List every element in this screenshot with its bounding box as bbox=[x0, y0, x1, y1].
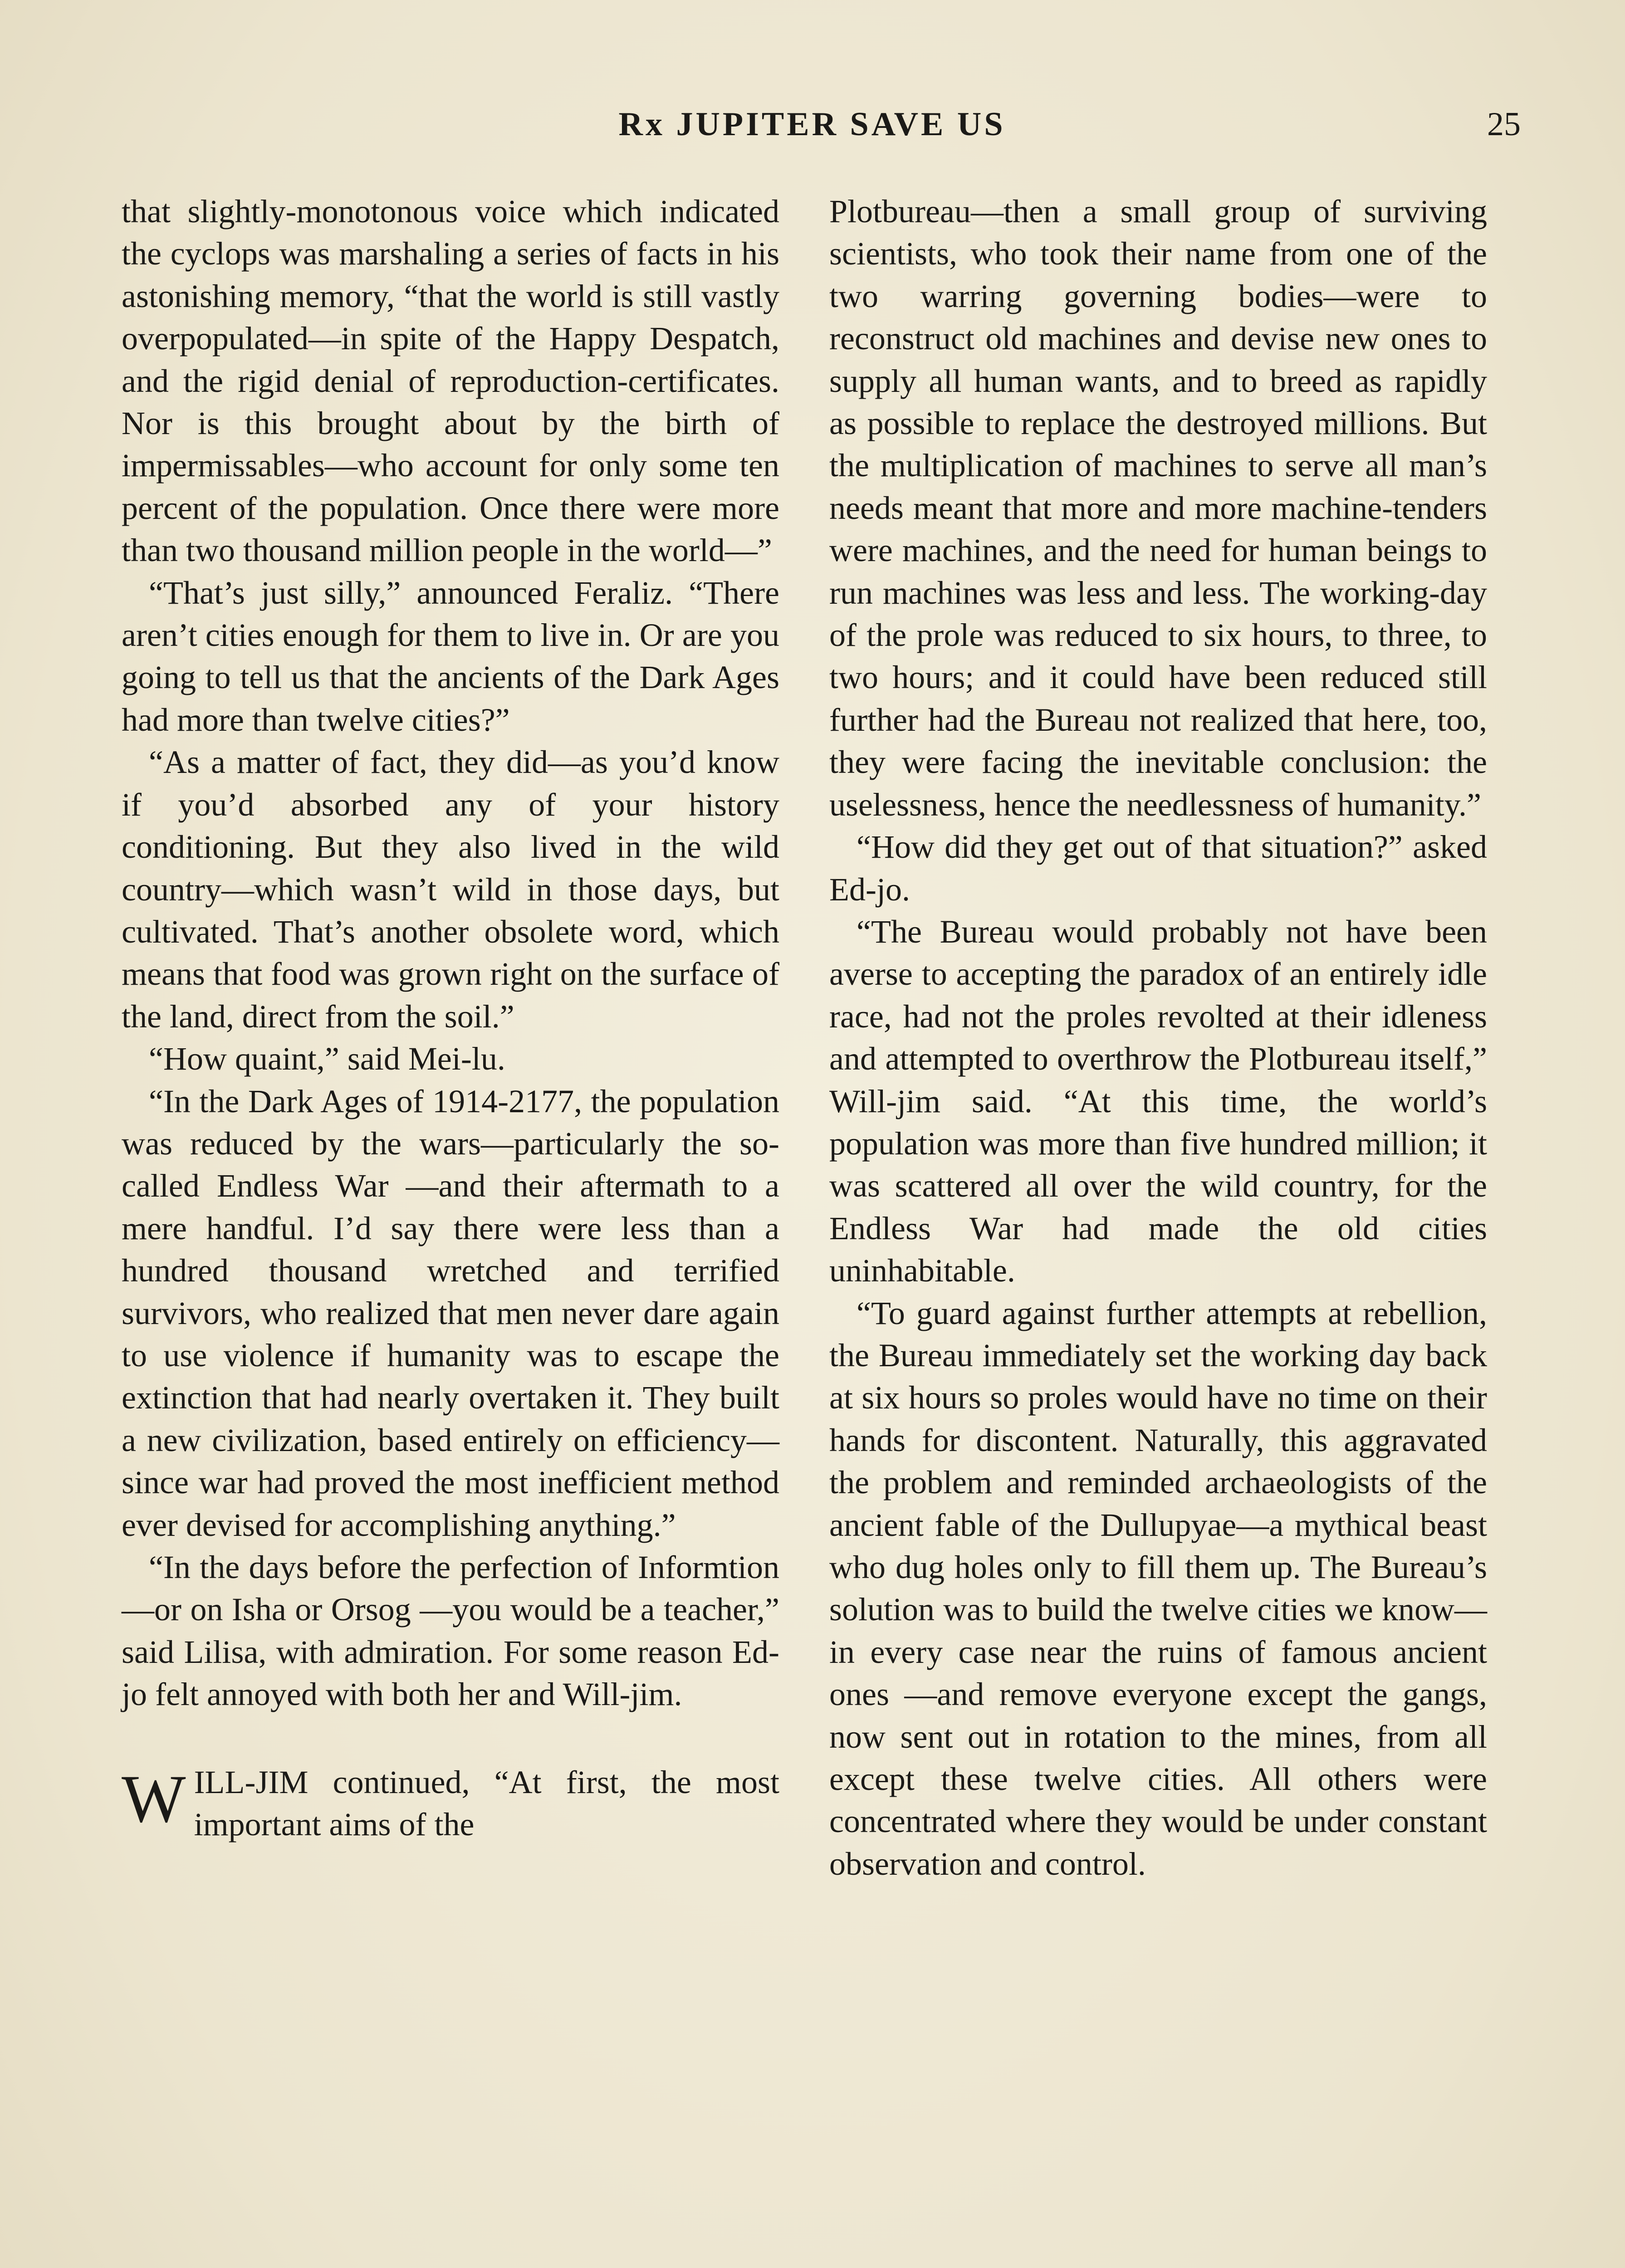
paragraph: “That’s just silly,” announced Feraliz. “There aren’t cities enough for them to live in. Or are you going to tell us that the ancients of the Dark Ages had more than twelve cities?” bbox=[122, 574, 779, 738]
running-head-title: Rx JUPITER SAVE US bbox=[618, 106, 1006, 143]
drop-cap: W bbox=[122, 1761, 186, 1837]
section-opening-text: ILL-JIM continued, “At first, the most important aims of the bbox=[194, 1764, 779, 1843]
page-number: 25 bbox=[1487, 106, 1521, 143]
paragraph: “The Bureau would probably not have been averse to accepting the paradox of an entirely idle race, had not the proles revolted at their idleness and attempted to overthrow the Plotbureau itself,” Will-jim said. “At this time, the world’s population was more than five hundred million; it was scattered all over the wild country, for the Endless War had made the old cities uninhabitable. bbox=[829, 913, 1487, 1289]
left-column bbox=[122, 191, 779, 1846]
paragraph: “In the days before the perfection of Informtion—or on Isha or Orsog —you would be a teacher,” said Lilisa, with admiration. For some reason Ed-jo felt annoyed with both her and Will-jim. bbox=[122, 1549, 779, 1713]
paragraph: Plotbureau—then a small group of surviving scientists, who took their name from one of the two warring governing bodies—were to reconstruct old machines and devise new ones to supply all human wants, and to breed as rapidly as possible to replace the destroyed millions. But the multiplication of machines to serve all man’s needs meant that more and more machine-tenders were machines, and the need for human beings to run machines was less and less. The working-day of the prole was reduced to six hours, to three, to two hours; and it could have been reduced still further had the Bureau not realized that here, too, they were facing the inevitable conclusion: the uselessness, hence the needlessness of humanity.” bbox=[829, 193, 1487, 823]
paragraph: “How did they get out of that situation?” asked Ed-jo. bbox=[829, 829, 1487, 908]
paragraph: “In the Dark Ages of 1914-2177, the population was reduced by the wars—particularly the so-called Endless War —and their aftermath to a mere handful. I’d say there were less than a hundred thousand wretched and terrified survivors, who realized that men never dare again to use violence if humanity was to escape the extinction that had nearly overtaken it. They built a new civilization, based entirely on efficiency—since war had proved the most inefficient method ever devised for accomplishing anything.” bbox=[122, 1083, 779, 1543]
paragraph: “As a matter of fact, they did—as you’d know if you’d absorbed any of your history conditioning. But they also lived in the wild country—which wasn’t wild in those days, but cultivated. That’s another obsolete word, which means that food was grown right on the surface of the land, direct from the soil.” bbox=[122, 744, 779, 1035]
paragraph: “How quaint,” said Mei-lu. bbox=[149, 1041, 505, 1077]
section-opening-paragraph bbox=[122, 1761, 779, 1846]
paragraph: that slightly-monotonous voice which indicated the cyclops was marshaling a series of facts in his astonishing memory, “that the world is still vastly overpopulated—in spite of the Happy Despatch, and the rigid denial of reproduction-certificates. Nor is this brought about by the birth of impermissables—who account for only some ten percent of the population. Once there were more than two thousand million people in the world—” bbox=[122, 193, 779, 569]
paragraph: “To guard against further attempts at rebellion, the Bureau immediately set the working day back at six hours so proles would have no time on their hands for discontent. Naturally, this aggravated the problem and reminded archaeologists of the ancient fable of the Dullupyae—a mythical beast who dug holes only to fill them up. The Bureau’s solution was to build the twelve cities we know—in every case near the ruins of famous ancient ones —and remove everyone except the gangs, now sent out in rotation to the mines, from all except these twelve cities. All others were concentrated where they would be under constant observation and control. bbox=[829, 1295, 1487, 1882]
right-column bbox=[829, 191, 1487, 1885]
